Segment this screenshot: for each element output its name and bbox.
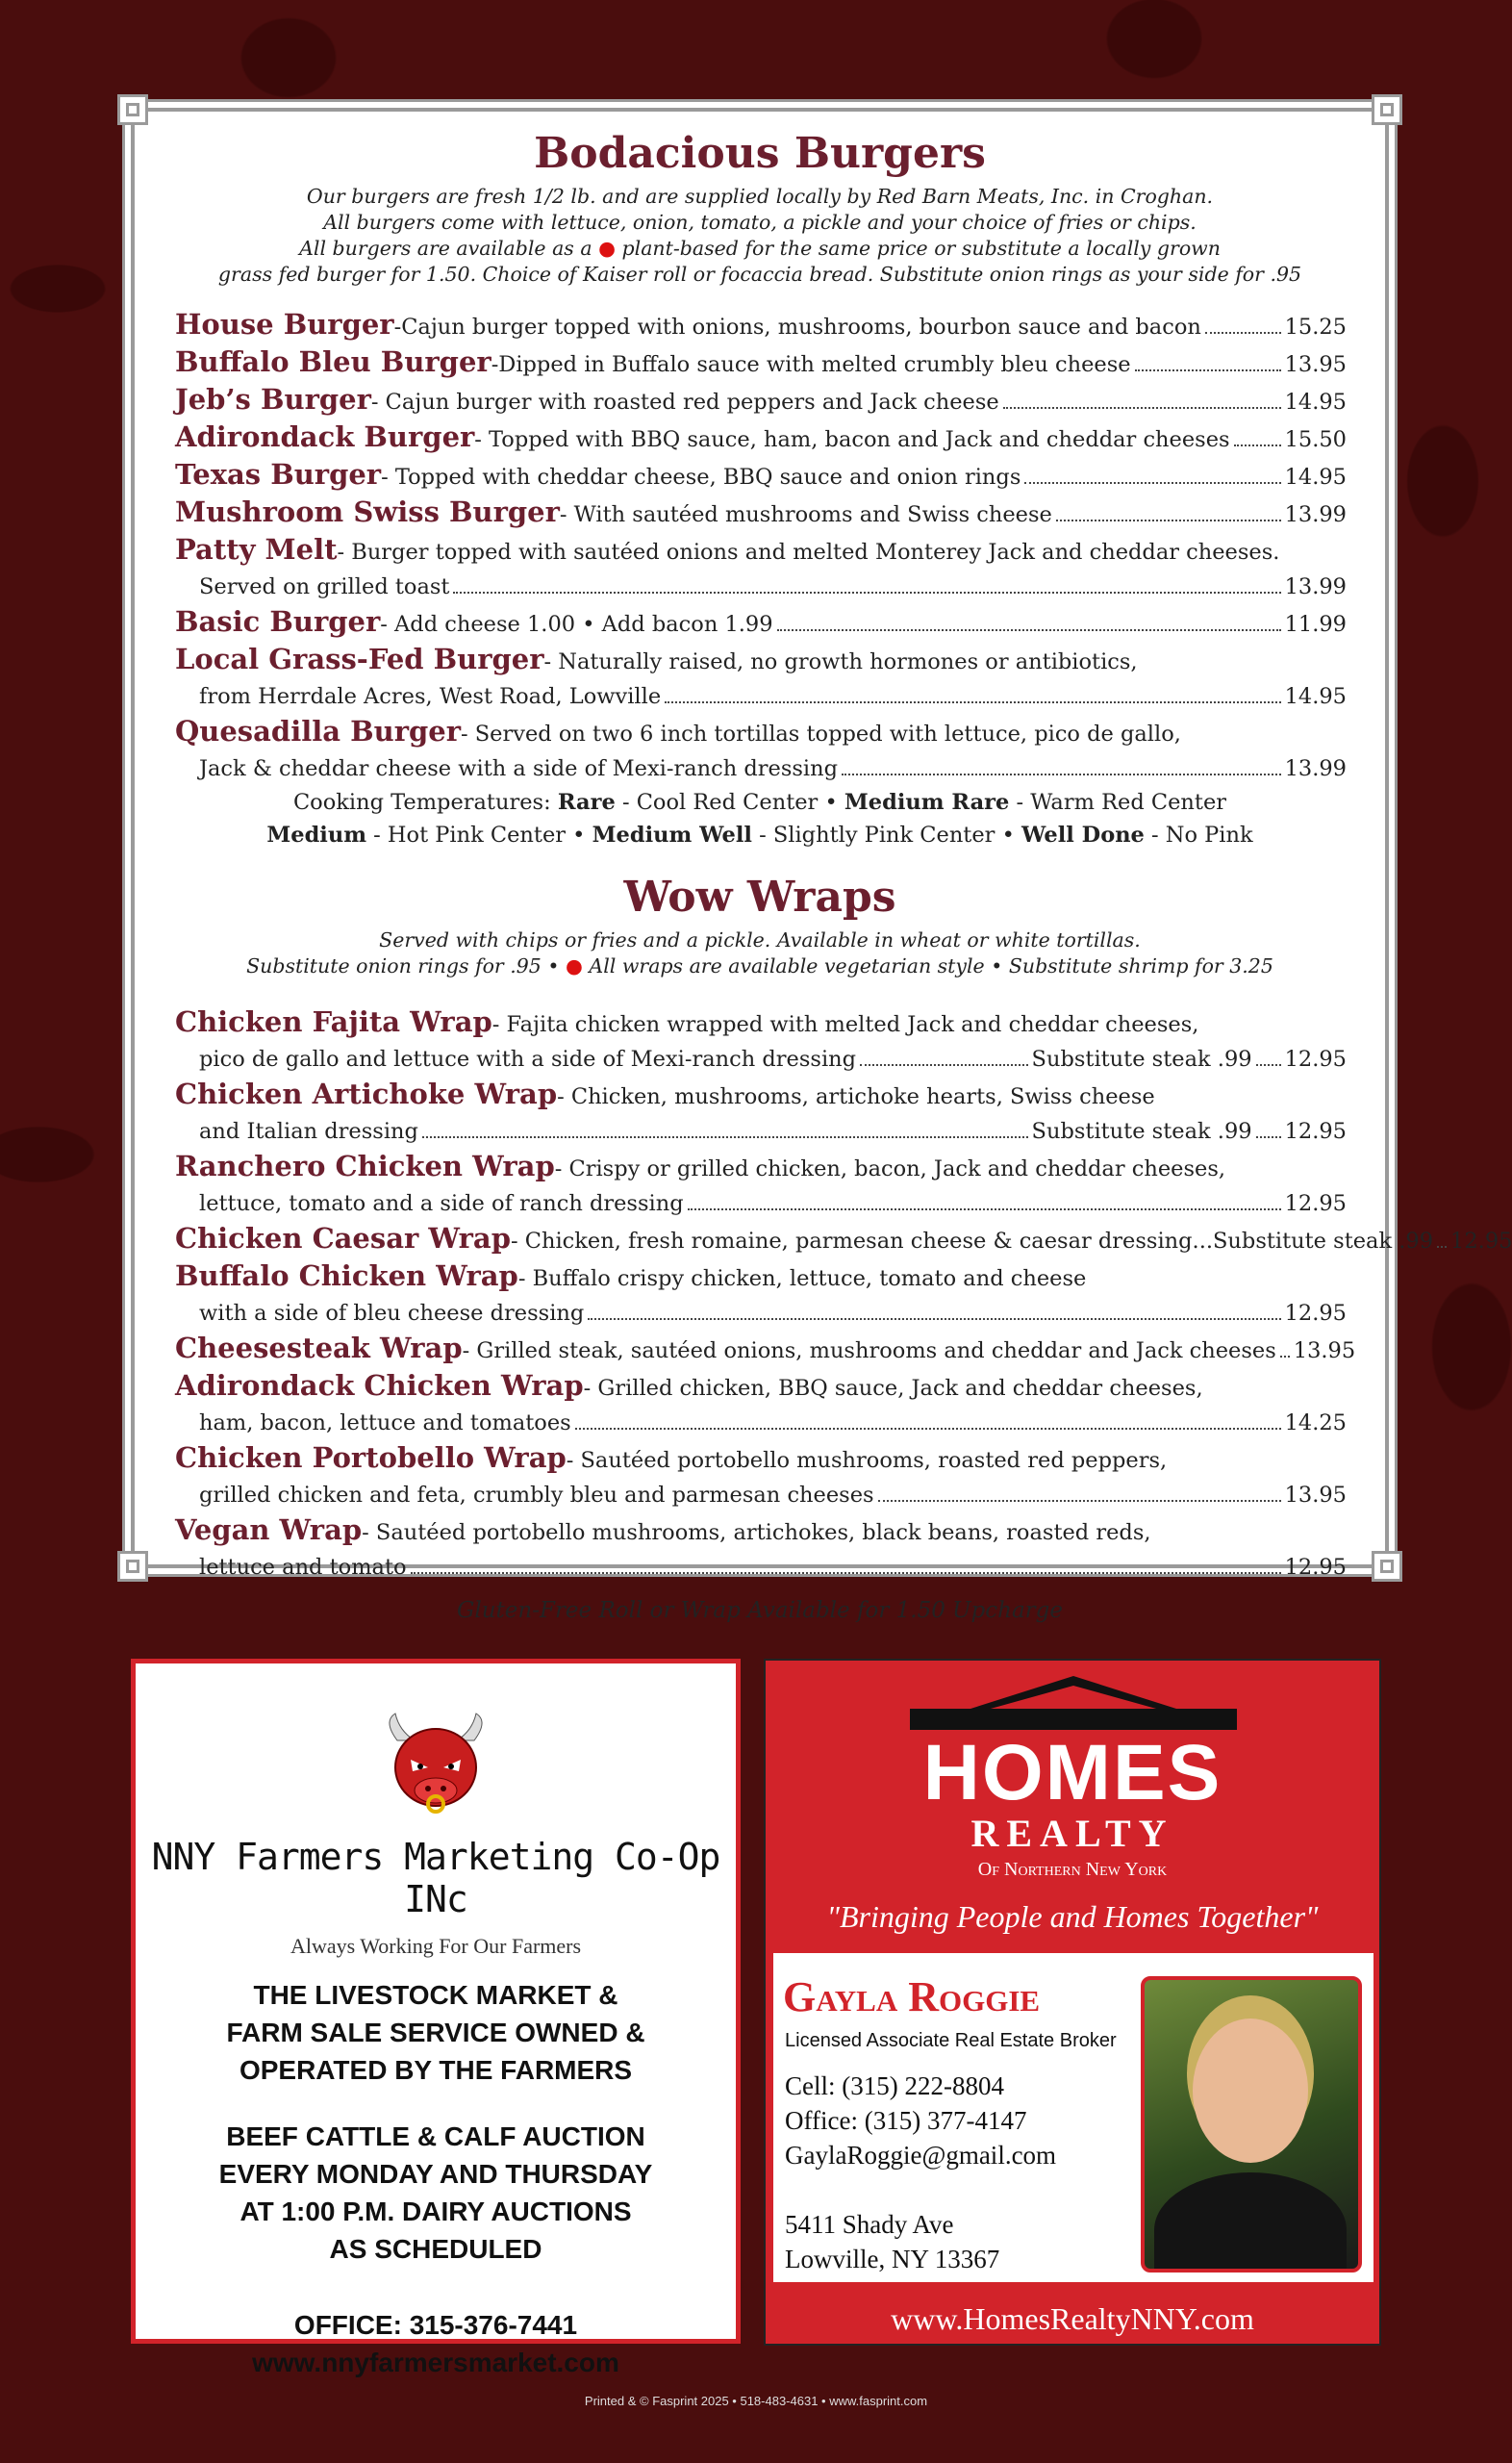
item-name: Texas Burger	[175, 458, 382, 491]
leader-dots	[1280, 1356, 1290, 1358]
sweater-shape	[1154, 2172, 1347, 2273]
item-price: 12.95	[1284, 1191, 1347, 1216]
item-substitute: Substitute steak .99	[1031, 1047, 1252, 1072]
item-desc: - Sautéed portobello mushrooms, artichokes, black beans, roasted reds,	[362, 1520, 1151, 1545]
item-desc: - Burger topped with sautéed onions and melted Monterey Jack and cheddar cheeses.	[337, 540, 1280, 565]
leader-dots	[1234, 444, 1281, 446]
item-line	[175, 1258, 1347, 1296]
leader-dots	[411, 1572, 1281, 1574]
item-price: 11.99	[1284, 612, 1347, 637]
burgers-title: Bodacious Burgers	[534, 129, 986, 178]
leader-dots	[860, 1064, 1028, 1066]
item-name: Adirondack Chicken Wrap	[175, 1369, 584, 1402]
item-line	[175, 714, 1347, 751]
item-name: Local Grass-Fed Burger	[175, 643, 544, 675]
item-desc: - Sautéed portobello mushrooms, roasted red peppers,	[566, 1448, 1168, 1473]
gluten-free-note: Gluten-Free Roll or Wrap Available for 1.50 Upcharge	[457, 1598, 1063, 1623]
item-desc: - Chicken, mushrooms, artichoke hearts, Swiss cheese	[557, 1084, 1155, 1109]
item-substitute: Substitute steak .99	[1031, 1119, 1252, 1144]
burgers-intro	[173, 184, 1347, 288]
item-line	[175, 1004, 1347, 1042]
item-line	[175, 1478, 1347, 1512]
ad-line: BEEF CATTLE & CALF AUCTION	[226, 2121, 645, 2151]
intro-line: plant-based for the same price or substitute a locally grown	[621, 237, 1221, 260]
item-desc-cont: with a side of bleu cheese dressing	[199, 1301, 585, 1326]
intro-line: All burgers are available as a	[299, 237, 592, 260]
leader-dots	[665, 701, 1280, 703]
wrap-list	[175, 1004, 1512, 1585]
item-line	[175, 642, 1347, 679]
item-name: Jeb’s Burger	[175, 383, 371, 416]
ad-line: THE LIVESTOCK MARKET &	[253, 1980, 618, 2010]
intro-line: Substitute onion rings for .95 •	[246, 954, 560, 978]
corner-ornament	[117, 1551, 148, 1582]
item-desc: - With sautéed mushrooms and Swiss cheese	[559, 502, 1052, 527]
item-desc: - Chicken, fresh romaine, parmesan cheese & caesar dressing...Substitute steak .99	[511, 1229, 1434, 1254]
item-name: Buffalo Chicken Wrap	[175, 1259, 518, 1292]
intro-line: All burgers come with lettuce, onion, tomato, a pickle and your choice of fries or chips.	[323, 211, 1197, 234]
item-desc: - Cajun burger with roasted red peppers and Jack cheese	[370, 390, 999, 415]
leader-dots	[1056, 520, 1281, 521]
menu-item	[175, 1512, 1347, 1585]
agent-name: Gayla Roggie	[783, 1973, 1041, 2020]
item-desc: - Naturally raised, no growth hormones or antibiotics,	[543, 649, 1138, 674]
item-name: Buffalo Bleu Burger	[175, 345, 491, 378]
corner-ornament	[1372, 94, 1402, 125]
burger-list	[175, 307, 1347, 786]
leader-dots	[1135, 369, 1281, 371]
item-price: 13.95	[1284, 1483, 1347, 1508]
leader-dots	[1003, 407, 1281, 409]
item-name: Basic Burger	[175, 605, 381, 638]
item-price: 13.99	[1284, 574, 1347, 599]
item-desc-cont: from Herrdale Acres, West Road, Lowville	[199, 684, 662, 709]
item-name: Adirondack Burger	[175, 420, 475, 453]
item-line	[175, 344, 1347, 382]
item-desc-cont: Jack & cheddar cheese with a side of Mexi-ranch dressing	[199, 756, 839, 781]
corner-ornament	[117, 94, 148, 125]
item-desc-cont: and Italian dressing	[199, 1119, 418, 1144]
item-line	[175, 1114, 1347, 1149]
item-name: Quesadilla Burger	[175, 715, 462, 748]
item-line	[175, 532, 1347, 570]
temp-name: Well Done	[1021, 823, 1145, 848]
co-op-tagline: Always Working For Our Farmers	[290, 1934, 582, 1958]
co-op-description	[136, 1976, 736, 2381]
leader-dots	[588, 1318, 1280, 1320]
item-line	[175, 457, 1347, 495]
agent-city: Lowville, NY 13367	[785, 2245, 1000, 2273]
leader-dots	[575, 1428, 1281, 1430]
item-desc: -Dipped in Buffalo sauce with melted crumbly bleu cheese	[491, 352, 1131, 377]
item-line	[175, 1296, 1347, 1331]
item-line	[175, 1406, 1347, 1440]
face-shape	[1193, 2019, 1308, 2163]
item-line	[175, 1440, 1347, 1478]
item-desc-cont: ham, bacon, lettuce and tomatoes	[199, 1410, 571, 1435]
item-desc: - Grilled steak, sautéed onions, mushrooms and cheddar and Jack cheeses	[462, 1338, 1276, 1363]
menu-item	[175, 1221, 1512, 1258]
wraps-intro	[173, 927, 1347, 979]
item-price: 14.95	[1284, 465, 1347, 490]
item-price: 14.95	[1284, 390, 1347, 415]
item-desc: - Grilled chicken, BBQ sauce, Jack and cheddar cheeses,	[583, 1376, 1203, 1401]
item-price: 12.95	[1284, 1301, 1347, 1326]
item-line	[175, 1221, 1512, 1258]
item-price: 12.95	[1284, 1047, 1347, 1072]
homes-brand: HOMES	[922, 1729, 1222, 1816]
ad-line: OPERATED BY THE FARMERS	[239, 2055, 633, 2085]
intro-line: Served with chips or fries and a pickle. Available in wheat or white tortillas.	[379, 928, 1141, 952]
region-text: Of Northern New York	[977, 1859, 1168, 1880]
item-line	[175, 679, 1347, 714]
menu-item	[175, 382, 1347, 419]
item-line	[175, 1077, 1347, 1114]
temp-desc: - Warm Red Center	[1009, 790, 1227, 815]
item-desc: - Crispy or grilled chicken, bacon, Jack and cheddar cheeses,	[554, 1156, 1226, 1181]
leader-dots	[688, 1208, 1281, 1210]
item-line	[175, 307, 1347, 344]
temp-name: Medium Rare	[844, 790, 1010, 815]
temp-name: Medium Well	[592, 823, 752, 848]
menu-item	[175, 1258, 1347, 1331]
item-price: 13.99	[1284, 756, 1347, 781]
corner-ornament	[1372, 1551, 1402, 1582]
item-price: 12.95	[1284, 1119, 1347, 1144]
temp-desc: - Hot Pink Center •	[366, 823, 592, 848]
co-op-website: www.nnyfarmersmarket.com	[252, 2348, 619, 2377]
ad-line: AT 1:00 P.M. DAIRY AUCTIONS	[239, 2196, 632, 2226]
item-line	[175, 495, 1347, 532]
item-desc-cont: grilled chicken and feta, crumbly bleu and parmesan cheeses	[199, 1483, 874, 1508]
item-price: 12.95	[1284, 1555, 1347, 1580]
menu-item	[175, 419, 1347, 457]
slogan: "Bringing People and Homes Together"	[826, 1899, 1319, 1934]
leader-dots	[1437, 1246, 1447, 1248]
item-desc: - Served on two 6 inch tortillas topped with lettuce, pico de gallo,	[461, 722, 1181, 747]
item-line	[175, 1186, 1347, 1221]
item-line	[175, 1368, 1347, 1406]
item-name: Ranchero Chicken Wrap	[175, 1150, 555, 1182]
item-price: 15.25	[1284, 315, 1347, 340]
leader-dots	[842, 774, 1281, 775]
menu-item	[175, 642, 1347, 714]
menu-item	[175, 1077, 1347, 1149]
menu-item	[175, 1004, 1347, 1077]
menu-item	[175, 532, 1347, 604]
realty-website: www.HomesRealtyNNY.com	[891, 2301, 1254, 2336]
co-op-phone: OFFICE: 315-376-7441	[293, 2310, 578, 2340]
menu-item	[175, 307, 1347, 344]
item-desc-cont: lettuce and tomato	[199, 1555, 407, 1580]
ad-line: AS SCHEDULED	[329, 2234, 542, 2264]
temp-name: Medium	[266, 823, 367, 848]
intro-line: grass fed burger for 1.50. Choice of Kaiser roll or focaccia bread. Substitute onion rings as your side for .95	[217, 263, 1302, 286]
item-name: Chicken Portobello Wrap	[175, 1441, 567, 1474]
cooking-temperatures	[135, 786, 1385, 851]
item-price: 14.25	[1284, 1410, 1347, 1435]
item-desc: - Topped with BBQ sauce, ham, bacon and Jack and cheddar cheeses	[474, 427, 1230, 452]
item-name: Mushroom Swiss Burger	[175, 495, 560, 528]
leader-dots	[1256, 1064, 1281, 1066]
item-price: 12.95	[1450, 1229, 1512, 1254]
item-line	[175, 1042, 1347, 1077]
agent-email: GaylaRoggie@gmail.com	[785, 2141, 1057, 2170]
temps-label: Cooking Temperatures:	[292, 790, 551, 815]
item-name: Vegan Wrap	[175, 1513, 363, 1546]
item-line	[175, 1149, 1347, 1186]
temp-desc: - No Pink	[1144, 823, 1253, 848]
temp-desc: - Cool Red Center •	[615, 790, 844, 815]
menu-item	[175, 1368, 1347, 1440]
tomato-icon: ●	[566, 954, 583, 978]
temp-desc: - Slightly Pink Center •	[751, 823, 1021, 848]
homes-realty-ad	[764, 1659, 1381, 2346]
agent-cell: Cell: (315) 222-8804	[785, 2071, 1004, 2100]
item-price: 15.50	[1284, 427, 1347, 452]
item-desc: -Cajun burger topped with onions, mushrooms, bourbon sauce and bacon	[393, 315, 1201, 340]
menu-item	[175, 495, 1347, 532]
footer-credit: Printed & © Fasprint 2025 • 518-483-4631 • www.fasprint.com	[584, 2394, 928, 2408]
item-line	[175, 1331, 1356, 1368]
temp-name: Rare	[557, 790, 616, 815]
item-desc: - Topped with cheddar cheese, BBQ sauce and onion rings	[381, 465, 1021, 490]
item-name: Chicken Artichoke Wrap	[175, 1078, 558, 1110]
bull-logo-icon	[378, 1712, 493, 1817]
agent-contact	[785, 2069, 1056, 2276]
item-line	[175, 419, 1347, 457]
leader-dots	[1024, 482, 1280, 484]
nny-farmers-ad	[131, 1659, 741, 2377]
menu-panel	[131, 108, 1512, 1623]
intro-line: Our burgers are fresh 1/2 lb. and are supplied locally by Red Barn Meats, Inc. in Croghan.	[306, 185, 1214, 208]
item-desc-cont: lettuce, tomato and a side of ranch dressing	[199, 1191, 684, 1216]
item-price: 13.99	[1284, 502, 1347, 527]
item-name: House Burger	[175, 308, 394, 341]
agent-photo	[1141, 1976, 1362, 2273]
item-line	[175, 604, 1347, 642]
leader-dots	[777, 629, 1281, 631]
leader-dots	[453, 592, 1280, 594]
item-desc-cont: pico de gallo and lettuce with a side of Mexi-ranch dressing	[199, 1047, 857, 1072]
ad-line: FARM SALE SERVICE OWNED &	[226, 2018, 645, 2047]
item-line	[175, 570, 1347, 604]
menu-item	[175, 457, 1347, 495]
item-name: Chicken Caesar Wrap	[175, 1222, 511, 1255]
item-line	[175, 1512, 1347, 1550]
item-name: Cheesesteak Wrap	[175, 1332, 463, 1364]
item-price: 13.95	[1284, 352, 1347, 377]
item-line	[175, 1550, 1347, 1585]
menu-item	[175, 344, 1347, 382]
leader-dots	[878, 1500, 1281, 1502]
realty-wordmark: REALTY	[970, 1812, 1174, 1855]
item-name: Chicken Fajita Wrap	[175, 1005, 492, 1038]
item-name: Patty Melt	[175, 533, 338, 566]
item-desc: - Add cheese 1.00 • Add bacon 1.99	[380, 612, 773, 637]
item-line	[175, 382, 1347, 419]
intro-line: All wraps are available vegetarian style • Substitute shrimp for 3.25	[589, 954, 1273, 978]
item-line	[175, 751, 1347, 786]
agent-card	[773, 1953, 1373, 2282]
item-desc: - Buffalo crispy chicken, lettuce, tomato and cheese	[517, 1266, 1087, 1291]
item-desc-cont: Served on grilled toast	[199, 574, 450, 599]
item-price: 14.95	[1284, 684, 1347, 709]
menu-item	[175, 1440, 1347, 1512]
wraps-title: Wow Wraps	[623, 873, 896, 922]
leader-dots	[1256, 1136, 1281, 1138]
ad-line: EVERY MONDAY AND THURSDAY	[218, 2159, 653, 2189]
item-desc: - Fajita chicken wrapped with melted Jack and cheddar cheeses,	[491, 1012, 1199, 1037]
agent-office: Office: (315) 377-4147	[785, 2106, 1027, 2135]
leader-dots	[422, 1136, 1028, 1138]
co-op-name: NNY Farmers Marketing Co-Op INc	[151, 1836, 720, 1920]
menu-item	[175, 1331, 1356, 1368]
leader-dots	[1205, 332, 1281, 334]
agent-title: Licensed Associate Real Estate Broker	[785, 2030, 1117, 2051]
tomato-icon: ●	[598, 237, 616, 260]
agent-address: 5411 Shady Ave	[785, 2210, 954, 2239]
menu-item	[175, 714, 1347, 786]
item-price: 13.95	[1293, 1338, 1356, 1363]
menu-item	[175, 1149, 1347, 1221]
menu-item	[175, 604, 1347, 642]
